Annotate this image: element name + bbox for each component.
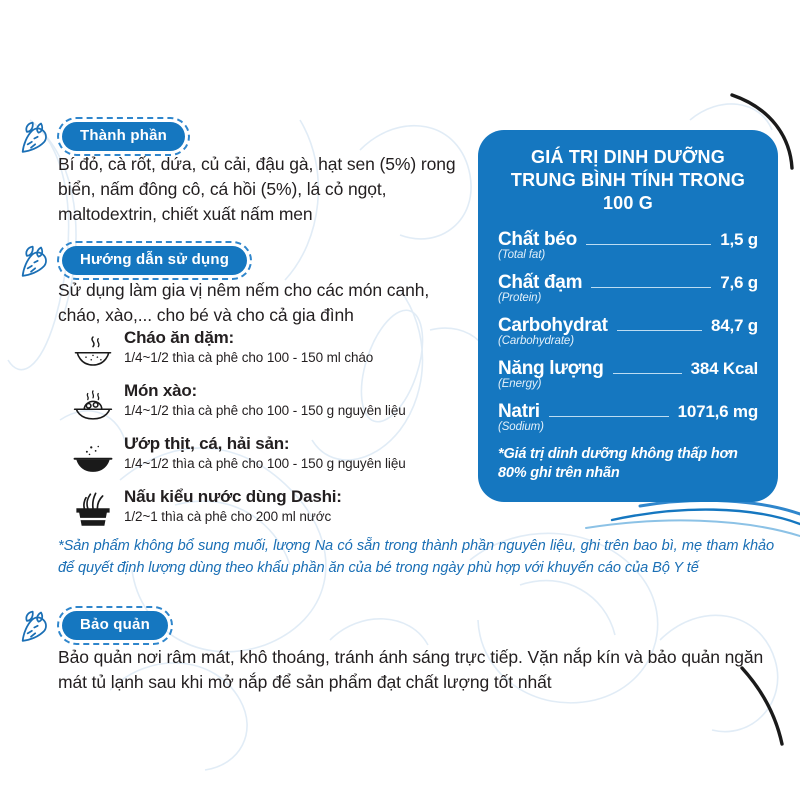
usage-item-desc: 1/2~1 thìa cà phê cho 200 ml nước xyxy=(124,508,332,524)
nutrition-row xyxy=(498,358,758,390)
nutrition-row-name: Chất đạm xyxy=(498,272,583,294)
nutrition-title-line2: TRUNG BÌNH TÍNH TRONG 100 G xyxy=(510,170,746,214)
nutrition-row-leader xyxy=(613,373,682,374)
nutrition-row-value: 1,5 g xyxy=(720,230,758,250)
nutrition-row-subname: (Total fat) xyxy=(498,249,546,262)
nutrition-row-leader xyxy=(591,287,711,288)
nutrition-row xyxy=(498,229,758,261)
usage-item xyxy=(72,434,472,478)
nutrition-row-leader xyxy=(617,330,702,331)
marinate-bowl-icon xyxy=(72,436,114,478)
carrot-icon xyxy=(16,116,56,156)
stir-fry-plate-icon xyxy=(72,383,114,425)
nutrition-row-name: Natri xyxy=(498,401,540,423)
usage-item-desc: 1/4~1/2 thìa cà phê cho 100 - 150 g nguyên liệu xyxy=(124,455,406,471)
nutrition-row xyxy=(498,315,758,347)
nutrition-row-leader xyxy=(586,244,711,245)
usage-item xyxy=(72,328,472,372)
nutrition-title xyxy=(498,146,758,215)
nutrition-row xyxy=(498,272,758,304)
sodium-disclaimer: *Sản phẩm không bổ sung muối, lượng Na có sẵn trong thành phần nguyên liệu, ghi trên bao bì, mẹ tham khảo để quyết định lượng dùng theo khẩu phần ăn của bé trong ngày phù hợp với khuyến cáo của Bộ Y tế xyxy=(58,538,774,576)
ingredients-badge: Thành phần xyxy=(62,122,185,151)
nutrition-row-subname: (Carbohydrate) xyxy=(498,335,574,348)
usage-badge: Hướng dẫn sử dụng xyxy=(62,246,247,275)
nutrition-footnote: *Giá trị dinh dưỡng không thấp hơn 80% ghi trên nhãn xyxy=(498,446,738,481)
usage-item-title: Món xào: xyxy=(124,381,198,400)
storage-badge: Bảo quản xyxy=(62,611,168,640)
nutrition-row-value: 84,7 g xyxy=(711,316,758,336)
storage-text: Bảo quản nơi râm mát, khô thoáng, tránh ánh sáng trực tiếp. Vặn nắp kín và bảo quản ngăn mát tủ lạnh sau khi mở nắp để sản phẩm đạt chất lượng tốt nhất xyxy=(58,647,764,692)
carrot-icon xyxy=(16,605,56,645)
storage-badge-row xyxy=(16,605,168,645)
usage-badge-row xyxy=(16,240,247,280)
usage-item-title: Cháo ăn dặm: xyxy=(124,328,235,347)
porridge-bowl-icon xyxy=(72,330,114,372)
nutrition-row-value: 1071,6 mg xyxy=(677,402,758,422)
nutrition-row-subname: (Energy) xyxy=(498,378,542,391)
nutrition-row-value: 7,6 g xyxy=(720,273,758,293)
nutrition-title-line1: GIÁ TRỊ DINH DƯỠNG xyxy=(531,147,725,167)
wave-swoosh xyxy=(586,500,800,536)
usage-item xyxy=(72,381,472,425)
nutrition-row-name: Chất béo xyxy=(498,229,577,251)
dashi-pot-icon xyxy=(72,489,114,531)
usage-item-desc: 1/4~1/2 thìa cà phê cho 100 - 150 ml cháo xyxy=(124,349,374,365)
usage-item xyxy=(72,487,472,531)
nutrition-row-leader xyxy=(549,416,669,417)
usage-intro-text: Sử dụng làm gia vị nêm nếm cho các món canh, cháo, xào,... cho bé và cho cả gia đình xyxy=(58,280,430,325)
nutrition-row-name: Năng lượng xyxy=(498,358,604,380)
carrot-icon xyxy=(16,240,56,280)
nutrition-row-name: Carbohydrat xyxy=(498,315,608,337)
nutrition-row-subname: (Sodium) xyxy=(498,421,544,434)
nutrition-panel xyxy=(478,130,778,502)
ingredients-text: Bí đỏ, cà rốt, dứa, củ cải, đậu gà, hạt sen (5%) rong biển, nấm đông cô, cá hồi (5%), lá cỏ ngọt, maltodextrin, chiết xuất nấm men xyxy=(58,154,456,224)
usage-item-desc: 1/4~1/2 thìa cà phê cho 100 - 150 g nguyên liệu xyxy=(124,402,406,418)
nutrition-row-subname: (Protein) xyxy=(498,292,542,305)
nutrition-row xyxy=(498,401,758,433)
ingredients-badge-row xyxy=(16,116,185,156)
usage-item-title: Nấu kiểu nước dùng Dashi: xyxy=(124,487,342,506)
usage-item-title: Ướp thịt, cá, hải sản: xyxy=(124,434,290,453)
nutrition-row-value: 384 Kcal xyxy=(690,359,758,379)
usage-item-list xyxy=(72,328,472,540)
